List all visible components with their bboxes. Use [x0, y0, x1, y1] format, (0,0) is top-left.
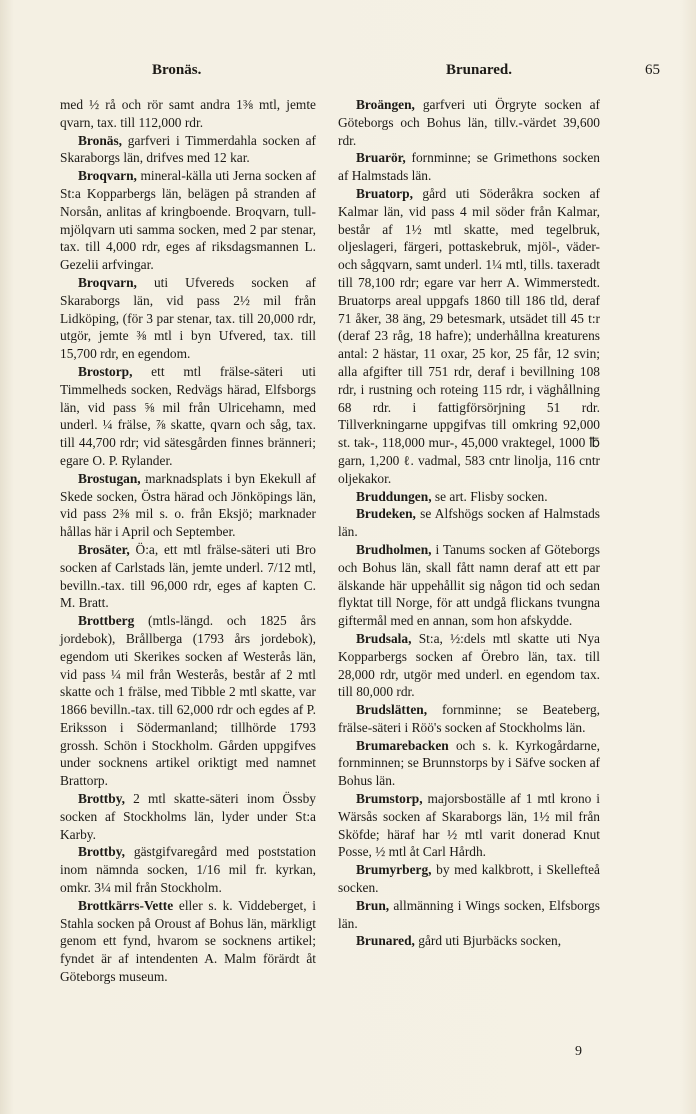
left-column — [60, 96, 316, 986]
entry-headword: Brottkärrs-Vette — [78, 897, 174, 913]
dictionary-entry — [60, 363, 316, 470]
dictionary-entry — [60, 96, 316, 132]
entry-text: Ö:a, ett mtl frälse-säteri uti Bro socken af Carlstads län, jemte underl. 7/12 mtl, bevilln.-tax. till 96,000 rdr, eges af kapten C. M. Bratt. — [60, 541, 316, 611]
entry-text: uti Ufvereds socken af Skaraborgs län, vid pass 2½ mil från Lidköping, (för 3 par stenar, tax. till 20,000 rdr, utgör, jemte ⅜ mtl i byn Ufvered, tax. till 15,700 rdr, en egendom. — [60, 274, 316, 362]
entry-headword: Broqvarn, — [78, 168, 137, 184]
entry-headword: Broqvarn, — [78, 274, 137, 290]
entry-headword: Brottby, — [78, 844, 125, 860]
entry-text: (mtls-längd. och 1825 års jordebok), Brållberga (1793 års jordebok), egendom uti Skerikes socken af Westerås län, vid pass ¼ mil från Westerås, består af 2 mtl skatte och 1 frälse, med Tibble 2 mtl skatte, var 1866 bevilln.-tax. till 62,000 rdr och egdes af P. Eriksson i Södermanland; tillhörde 1793 grossh. Schön i Stockholm. Gården uppgifves under socknens artikel oriktigt med namnet Brattorp. — [60, 613, 316, 789]
entry-text: gård uti Söderåkra socken af Kalmar län, vid pass 4 mil söder från Kalmar, består af 1½ mtl skatte, med tegelbruk, oljeslageri, färgeri, pottaskebruk, mjöl-, väder- och sågqvarn, samt underl. 1¼ mtl, tills. taxeradt till 78,100 rdr; egare var herr A. Wimmerstedt. Bruatorps areal uppgafs 1860 till 186 tld, deraf 71 åker, 38 äng, 29 betesmark, utsädet till 45 t:r (deraf 23 råg, 18 hafre); underhållna kreaturens antal: 2 hästar, 11 oxar, 25 kor, 25 får, 12 svin; alla afgifter till 751 rdr, deraf i bevillning 108 rdr, i rustning och roteing 115 rdr, i väghållning 68 rdr. i fattigförsörjning 51 rdr. Tillverkningarne uppgifvas till omkring 92,000 st. tak-, 118,000 mur-, 45,000 vraktegel, 1000 ℔ garn, 1,200 ℓ. vadmal, 583 cntr linolja, 116 cntr oljekakor. — [338, 185, 600, 486]
entry-text: eller s. k. Viddeberget, i Stahla socken på Oroust af Bohus län, märkligt genom ett fynd, hvarom se socknens artikel; fyndet är af intendenten A. Malm förärdt åt Göteborgs museum. — [60, 897, 316, 985]
dictionary-entry — [338, 790, 600, 861]
entry-headword: Bruarör, — [356, 150, 406, 166]
dictionary-entry — [338, 541, 600, 630]
dictionary-entry — [338, 897, 600, 933]
entry-headword: Brosäter, — [78, 541, 130, 557]
right-column — [338, 96, 600, 950]
entry-headword: Bruddungen, — [356, 488, 432, 504]
entry-text: gästgifvaregård med poststation inom nämnda socken, 1/16 mil fr. kyrkan, omkr. 3¼ mil från Stockholm. — [60, 844, 316, 896]
dictionary-entry — [338, 861, 600, 897]
entry-headword: Brumstorp, — [356, 791, 423, 807]
entry-text: ett mtl frälse-säteri uti Timmelheds socken, Redvägs härad, Elfsborgs län, vid pass ⅝ mil från Ulricehamn, med underl. ¼ frälse, ⅞ skatte, qvarn och såg, tax. till 44,700 rdr; vid sätesgården finnes bränneri; egare O. P. Rylander. — [60, 363, 316, 468]
entry-headword: Brudholmen, — [356, 541, 432, 557]
entry-text: 2 mtl skatte-säteri inom Össby socken af Stockholms län, lyder under St:a Karby. — [60, 791, 316, 842]
entry-text: med ½ rå och rör samt andra 1⅜ mtl, jemte qvarn, tax. till 112,000 rdr. — [60, 97, 316, 130]
entry-headword: Brumyrberg, — [356, 862, 432, 878]
dictionary-entry — [60, 541, 316, 612]
entry-headword: Brudsala, — [356, 630, 412, 646]
entry-headword: Bronäs, — [78, 132, 123, 148]
entry-text: mineral-källa uti Jerna socken af St:a Kopparbergs län, belägen på stranden af Norsån, anlitas af kringboende. Broqvarn, tull-mjölqvarn uti samma socken, med 2 par stenar, tax. till 4,000 rdr, eges af riksdagsmannen L. Gezelii arfvingar. — [60, 168, 316, 273]
entry-headword: Brostorp, — [78, 363, 133, 379]
dictionary-entry — [60, 132, 316, 168]
dictionary-entry — [338, 737, 600, 790]
dictionary-entry — [60, 470, 316, 541]
entry-text: och s. k. Kyrkogårdarne, fornminnen; se Brunnstorps by i Säfve socken af Bohus län. — [338, 737, 600, 789]
entry-headword: Brudslätten, — [356, 702, 428, 718]
dictionary-entry — [338, 505, 600, 541]
dictionary-entry — [338, 932, 600, 950]
entry-headword: Brudeken, — [356, 506, 416, 522]
entry-text: majorsboställe af 1 mtl krono i Wärsås socken af Skaraborgs län, 1½ mil från Sköfde; häraf har ½ mtl varit donerad Knut Posse, ½ mtl åt Carl Hårdh. — [338, 791, 600, 860]
entry-text: allmänning i Wings socken, Elfsborgs län. — [338, 897, 600, 931]
page-number: 65 — [645, 62, 660, 78]
dictionary-entry — [338, 630, 600, 701]
entry-text: fornminne; se Grimethons socken af Halmstads län. — [338, 150, 600, 184]
entry-headword: Brostugan, — [78, 470, 141, 486]
entry-text: gård uti Bjurbäcks socken, — [414, 933, 562, 949]
entry-text: by med kalkbrott, i Skellefteå socken. — [338, 862, 600, 896]
entry-text: i Tanums socken af Göteborgs och Bohus län, skall fått namn deraf att ett par älskande här uppehållit sig någon tid och sedan flyktat till Norge, för att undgå flickans tvungna giftermål med en annan, som hon afskydde. — [338, 541, 600, 629]
entry-text: marknadsplats i byn Ekekull af Skede socken, Östra härad och Jönköpings län, vid pass 2⅜ mil s. o. från Eksjö; marknader hållas här i April och September. — [60, 470, 316, 540]
dictionary-entry — [338, 96, 600, 149]
dictionary-entry — [60, 167, 316, 274]
dictionary-entry — [338, 185, 600, 488]
dictionary-entry — [338, 149, 600, 185]
entry-headword: Brottby, — [78, 791, 125, 807]
dictionary-entry — [60, 790, 316, 843]
running-header — [60, 62, 660, 82]
entry-headword: Brun, — [356, 897, 390, 913]
entry-headword: Broängen, — [356, 97, 415, 112]
entry-headword: Brunared, — [356, 933, 415, 949]
entry-headword: Brottberg — [78, 613, 135, 629]
entry-text: garfveri uti Örgryte socken af Göteborgs och Bohus län, tillv.-värdet 39,600 rdr. — [338, 97, 600, 148]
header-right-title: Brunared. — [446, 62, 512, 78]
entry-headword: Brumarebacken — [356, 737, 449, 753]
dictionary-entry — [60, 274, 316, 363]
entry-text: fornminne; se Beateberg, frälse-säteri i Röö's socken af Stockholms län. — [338, 702, 600, 735]
dictionary-entry — [60, 612, 316, 790]
entry-text: se Alfshögs socken af Halmstads län. — [338, 506, 600, 540]
dictionary-entry — [60, 897, 316, 986]
header-left-title: Bronäs. — [152, 62, 202, 78]
entry-headword: Bruatorp, — [356, 185, 413, 201]
signature-mark: 9 — [575, 1044, 582, 1059]
entry-text: St:a, ½:dels mtl skatte uti Nya Kopparbergs socken af Örebro län, tax. till 28,000 rdr, utgör med underl. en egendom tax. till 80,000 rdr. — [338, 630, 600, 700]
dictionary-entry — [338, 701, 600, 737]
entry-text: se art. Flisby socken. — [431, 488, 548, 504]
dictionary-entry — [338, 488, 600, 506]
entry-text: garfveri i Timmerdahla socken af Skaraborgs län, drifves med 12 kar. — [60, 132, 316, 166]
dictionary-entry — [60, 843, 316, 896]
